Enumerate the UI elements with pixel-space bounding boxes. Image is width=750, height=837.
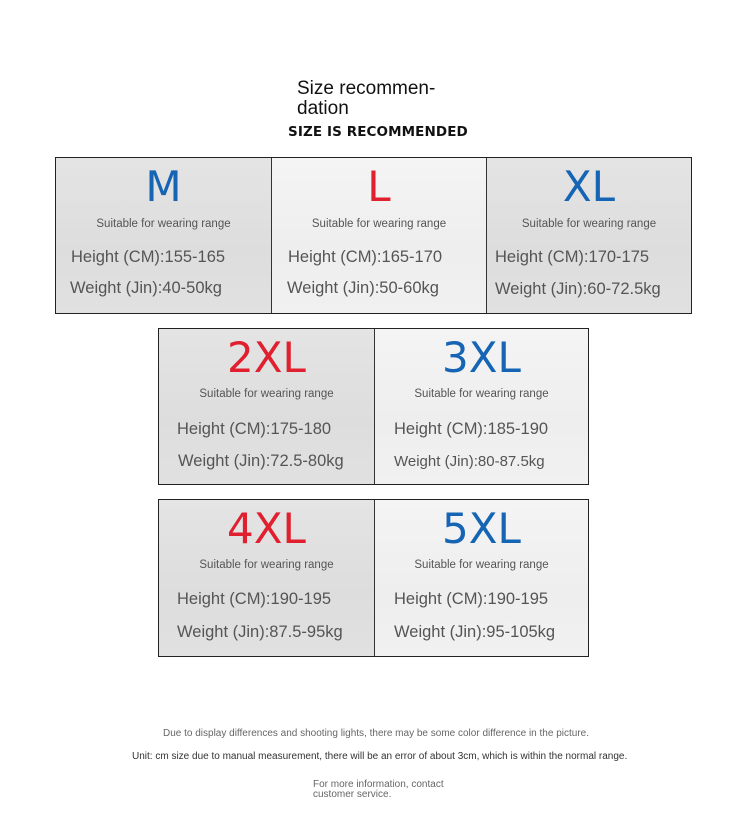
size-label: 5XL bbox=[442, 504, 521, 553]
size-label: 3XL bbox=[442, 333, 521, 382]
page-title-line-2: dation bbox=[297, 98, 349, 119]
wearing-range-caption: Suitable for wearing range bbox=[199, 559, 334, 571]
weight-range: Weight (Jin):80-87.5kg bbox=[394, 453, 545, 470]
height-range: Height (CM):170-175 bbox=[495, 248, 650, 266]
wearing-range-caption: Suitable for wearing range bbox=[199, 388, 334, 400]
size-row-1 bbox=[55, 157, 692, 314]
height-range: Height (CM):185-190 bbox=[394, 420, 549, 438]
weight-range: Weight (Jin):87.5-95kg bbox=[177, 623, 343, 641]
measurement-unit-note: Unit: cm size due to manual measurement, there will be an error of about 3cm, which is within the normal range. bbox=[132, 751, 628, 762]
height-range: Height (CM):165-170 bbox=[288, 248, 443, 266]
weight-range: Weight (Jin):40-50kg bbox=[70, 279, 222, 297]
color-difference-note: Due to display differences and shooting lights, there may be some color difference in the picture. bbox=[163, 728, 589, 739]
weight-range: Weight (Jin):60-72.5kg bbox=[495, 280, 661, 298]
wearing-range-caption: Suitable for wearing range bbox=[311, 218, 447, 230]
height-range: Height (CM):175-180 bbox=[177, 420, 332, 438]
size-row-3 bbox=[158, 499, 589, 657]
size-card-3xl bbox=[374, 329, 588, 484]
wearing-range-caption: Suitable for wearing range bbox=[521, 218, 657, 230]
size-card-m bbox=[56, 158, 271, 313]
weight-range: Weight (Jin):95-105kg bbox=[394, 623, 556, 641]
wearing-range-caption: Suitable for wearing range bbox=[414, 388, 549, 400]
wearing-range-caption: Suitable for wearing range bbox=[414, 559, 549, 571]
weight-range: Weight (Jin):72.5-80kg bbox=[178, 452, 344, 470]
height-range: Height (CM):190-195 bbox=[177, 590, 332, 608]
height-range: Height (CM):190-195 bbox=[394, 590, 549, 608]
page-subtitle: SIZE IS RECOMMENDED bbox=[288, 124, 468, 140]
size-card-2xl bbox=[159, 329, 374, 484]
contact-note: For more information, contact customer service. bbox=[313, 779, 444, 800]
wearing-range-caption: Suitable for wearing range bbox=[96, 218, 231, 230]
weight-range: Weight (Jin):50-60kg bbox=[287, 279, 439, 297]
size-label: 4XL bbox=[227, 504, 306, 553]
size-row-2 bbox=[158, 328, 589, 485]
size-card-xl bbox=[486, 158, 691, 313]
size-card-l bbox=[271, 158, 486, 313]
size-label: XL bbox=[562, 162, 616, 211]
size-label: M bbox=[145, 162, 182, 211]
page-title-line-1: Size recommen- bbox=[297, 78, 436, 99]
page-title bbox=[297, 79, 457, 119]
height-range: Height (CM):155-165 bbox=[71, 248, 226, 266]
size-label: L bbox=[367, 162, 391, 211]
size-label: 2XL bbox=[227, 333, 306, 382]
size-card-4xl bbox=[159, 500, 374, 656]
size-card-5xl bbox=[374, 500, 588, 656]
